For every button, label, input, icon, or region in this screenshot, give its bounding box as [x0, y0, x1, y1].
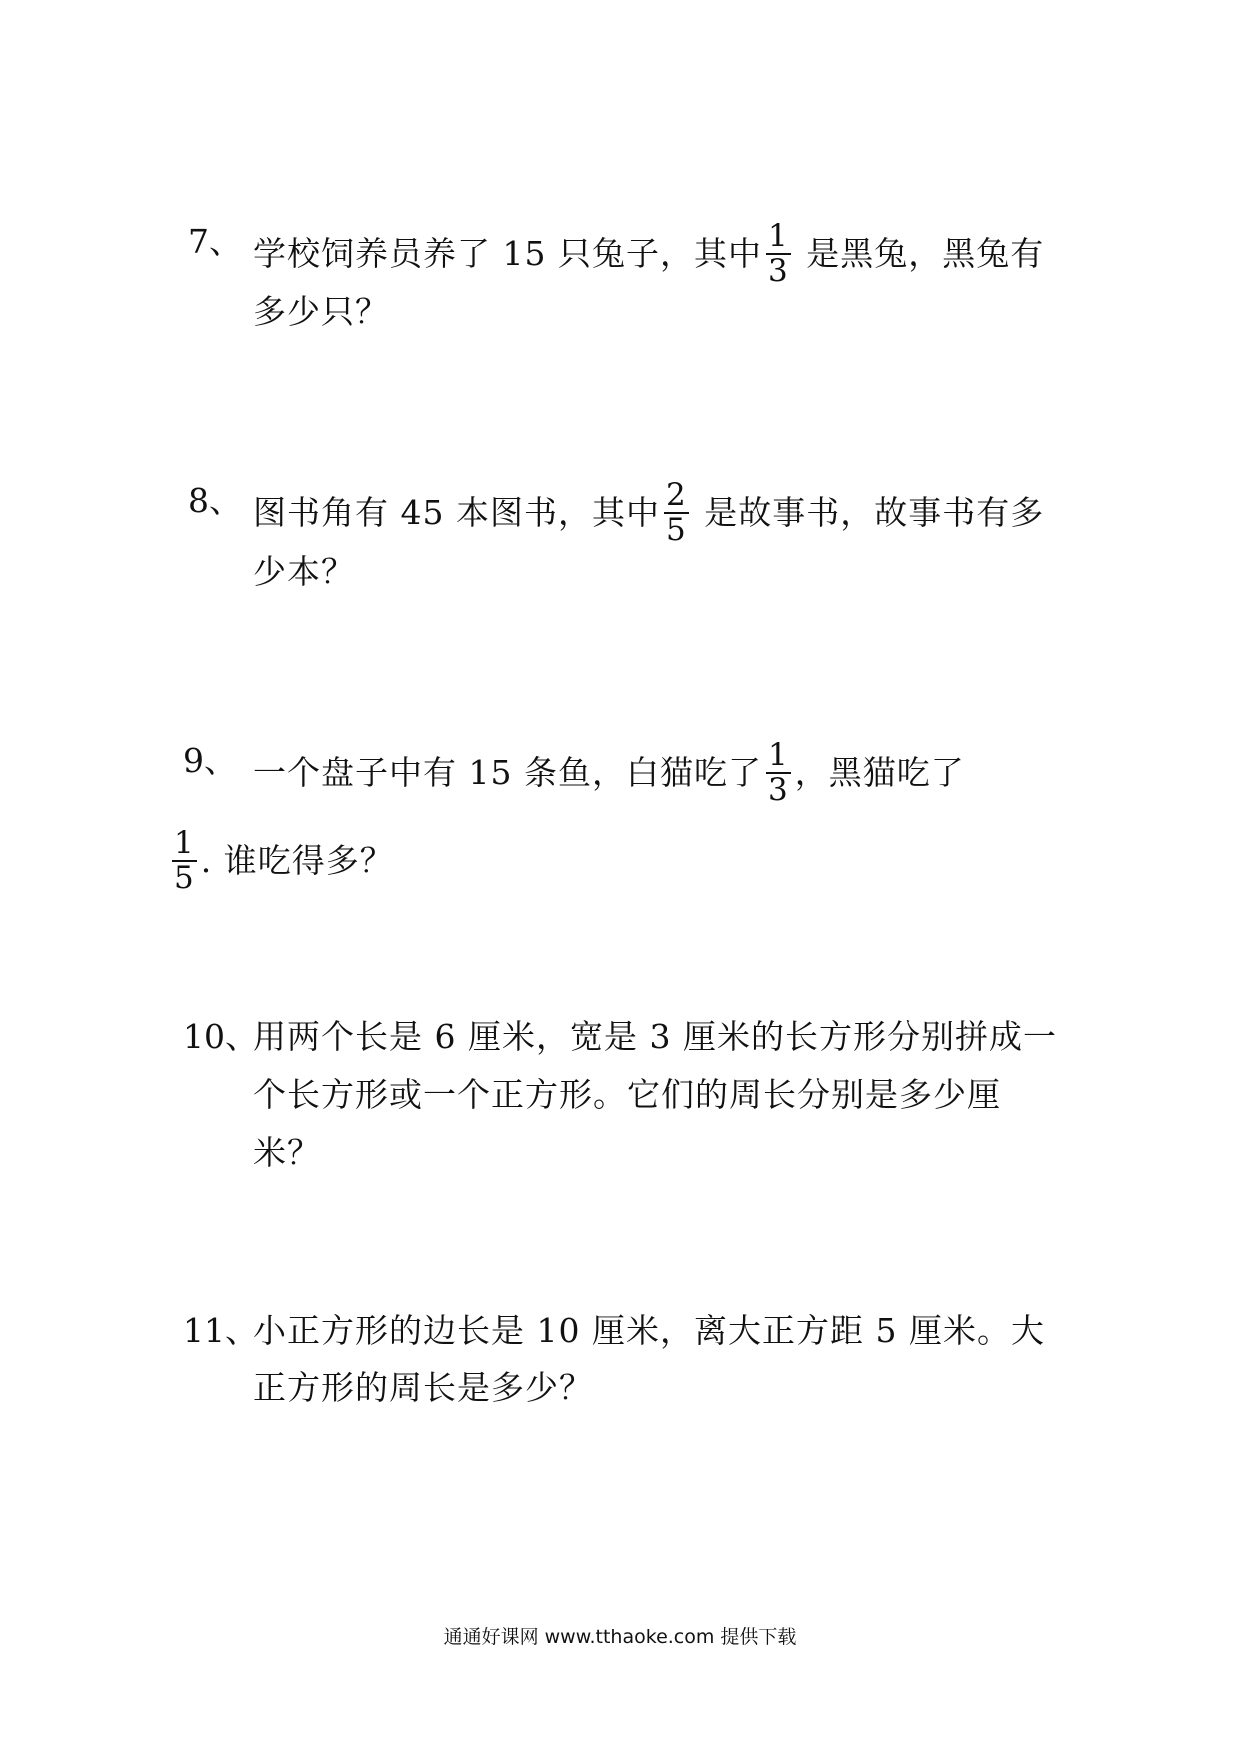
question-text: 图书角有 45 本图书，其中 — [253, 493, 660, 532]
fraction-numerator: 1 — [767, 218, 789, 254]
question-text-line: 用两个长是 6 厘米，宽是 3 厘米的长方形分别拼成一 — [253, 1017, 1057, 1056]
fraction-denominator: 5 — [174, 860, 195, 896]
fraction — [766, 220, 791, 288]
question-text: . 谁吃得多？ — [200, 841, 394, 880]
question-text-line — [172, 825, 394, 897]
question-text: 是故事书，故事书有多 — [692, 493, 1045, 532]
question-text-line — [253, 477, 1045, 549]
question-number: 10、 — [183, 1017, 258, 1056]
fraction — [766, 739, 791, 807]
question-text: 是黑兔，黑兔有 — [794, 234, 1045, 273]
question-text-line — [253, 218, 1045, 290]
question-number: 9、 — [183, 741, 237, 780]
fraction-numerator: 2 — [665, 477, 687, 513]
question-text: ，黑猫吃了 — [794, 753, 965, 792]
question-text-line: 小正方形的边长是 10 厘米，离大正方距 5 厘米。大 — [253, 1311, 1045, 1350]
fraction-numerator: 1 — [174, 825, 195, 861]
question-number: 8、 — [188, 481, 242, 520]
question-text-line: 个长方形或一个正方形。它们的周长分别是多少厘 — [253, 1075, 1001, 1114]
question-text-line — [253, 737, 965, 809]
fraction-denominator: 5 — [665, 512, 687, 548]
page-footer: 通通好课网 www.tthaoke.com 提供下载 — [443, 1626, 797, 1648]
fraction-numerator: 1 — [767, 737, 789, 773]
fraction-denominator: 3 — [767, 772, 789, 808]
question-text-line: 正方形的周长是多少？ — [253, 1368, 593, 1407]
question-text-line: 多少只？ — [253, 292, 389, 331]
question-text: 一个盘子中有 15 条鱼，白猫吃了 — [253, 753, 762, 792]
question-number: 7、 — [188, 222, 242, 261]
fraction — [172, 827, 197, 895]
question-text-line: 少本？ — [253, 552, 355, 591]
question-text: 学校饲养员养了 15 只兔子，其中 — [253, 234, 762, 273]
question-text-line: 米？ — [253, 1133, 321, 1172]
fraction-denominator: 3 — [767, 253, 789, 289]
question-number: 11、 — [183, 1311, 258, 1350]
fraction — [664, 479, 689, 547]
